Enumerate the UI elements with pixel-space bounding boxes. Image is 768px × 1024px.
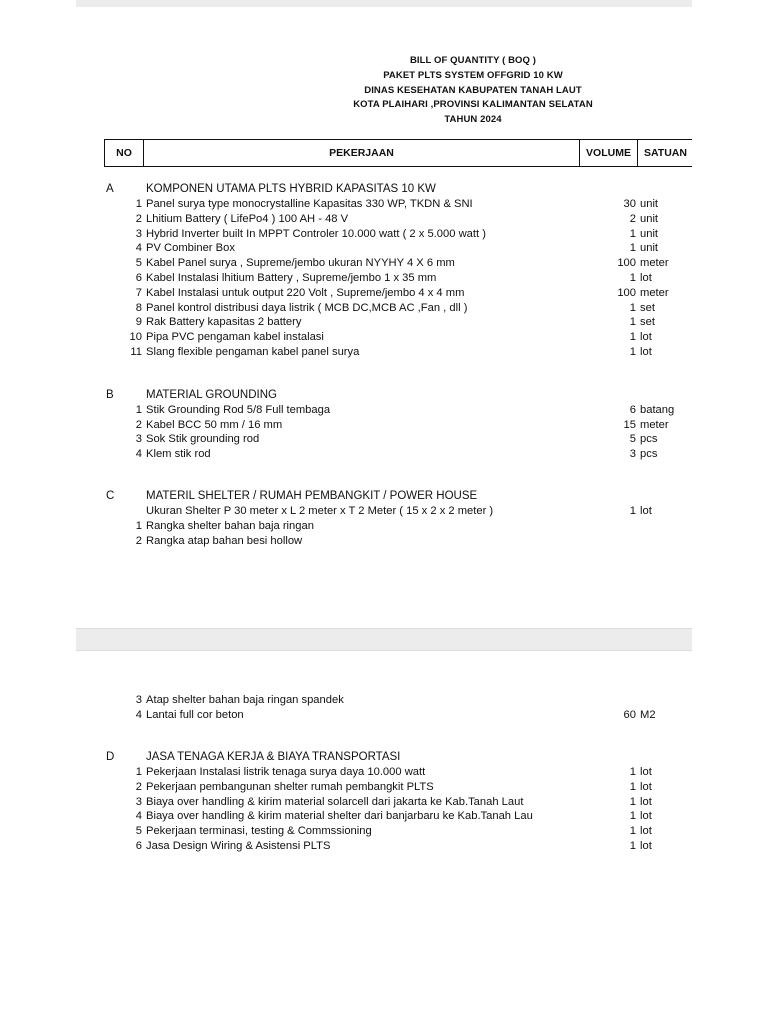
doc-subtitle: PAKET PLTS SYSTEM OFFGRID 10 KW	[383, 70, 563, 81]
item-description: Klem stik rod	[146, 447, 211, 460]
item-description: Pekerjaan terminasi, testing & Commssioning	[146, 825, 372, 838]
table-row	[0, 796, 768, 810]
item-description: Pekerjaan pembangunan shelter rumah pembangkit PLTS	[146, 780, 434, 793]
col-no: NO	[105, 140, 144, 166]
item-description: Lhitium Battery ( LifePo4 ) 100 AH - 48 V	[146, 212, 349, 225]
table-row	[0, 213, 768, 227]
item-no: 4	[135, 447, 142, 460]
table-row	[0, 810, 768, 824]
item-volume: 1	[629, 505, 636, 517]
item-unit: lot	[640, 505, 652, 517]
item-description: Kabel BCC 50 mm / 16 mm	[146, 418, 283, 431]
item-no: 1	[135, 404, 142, 416]
table-row	[0, 781, 768, 795]
item-description: Hybrid Inverter built In MPPT Controler 10.000 watt ( 2 x 5.000 watt )	[146, 227, 486, 240]
item-description: Atap shelter bahan baja ringan spandek	[146, 694, 344, 706]
item-description: Jasa Design Wiring & Asistensi PLTS	[146, 840, 331, 852]
page-break	[76, 628, 692, 651]
item-no: 1	[135, 519, 142, 532]
item-description: Rangka atap bahan besi hollow	[146, 534, 303, 547]
item-unit: pcs	[640, 447, 658, 460]
doc-location: KOTA PLAIHARI ,PROVINSI KALIMANTAN SELATAN	[353, 99, 593, 110]
item-unit: lot	[640, 331, 652, 344]
table-row	[0, 840, 768, 854]
item-volume: 1	[629, 331, 636, 344]
item-volume: 1	[629, 301, 636, 314]
item-volume: 1	[629, 766, 636, 778]
section-title: MATERIAL GROUNDING	[146, 389, 277, 401]
item-unit: unit	[640, 198, 659, 210]
item-description: Pekerjaan Instalasi listrik tenaga surya daya 10.000 watt	[146, 766, 426, 778]
item-no: 5	[135, 257, 142, 270]
item-no: 10	[129, 331, 142, 344]
item-unit: lot	[640, 825, 652, 838]
item-description: Biaya over handling & kirim material shelter dari banjarbaru ke Kab.Tanah Lau	[146, 810, 533, 823]
doc-year: TAHUN 2024	[444, 114, 502, 125]
item-volume: 100	[617, 257, 636, 270]
item-unit: lot	[640, 840, 652, 852]
doc-agency: DINAS KESEHATAN KABUPATEN TANAH LAUT	[364, 85, 582, 96]
item-description: Biaya over handling & kirim material solarcell dari jakarta ke Kab.Tanah Laut	[146, 795, 524, 808]
table-row	[0, 242, 768, 256]
item-no: 11	[130, 346, 142, 358]
item-description: Pipa PVC pengaman kabel instalasi	[146, 331, 324, 344]
item-volume: 2	[629, 212, 636, 225]
section-code: B	[106, 389, 114, 401]
doc-title: BILL OF QUANTITY ( BOQ )	[409, 55, 537, 66]
table-row	[0, 272, 768, 286]
table-row	[0, 766, 768, 780]
item-unit: pcs	[640, 433, 658, 445]
item-unit: unit	[640, 227, 659, 240]
item-no: 3	[135, 227, 142, 240]
item-description: Kabel Panel surya , Supreme/jembo ukuran NYYHY 4 X 6 mm	[146, 257, 455, 270]
boq-table-header	[104, 139, 692, 167]
item-description: Sok Stik grounding rod	[146, 433, 260, 445]
section-title: JASA TENAGA KERJA & BIAYA TRANSPORTASI	[146, 751, 401, 763]
item-no: 3	[135, 795, 142, 808]
item-volume: 100	[617, 286, 636, 299]
item-volume: 1	[629, 810, 636, 823]
table-row	[0, 302, 768, 316]
item-description: Stik Grounding Rod 5/8 Full tembaga	[146, 404, 331, 416]
item-no: 2	[135, 534, 142, 547]
item-no: 4	[135, 708, 142, 721]
item-no: 2	[135, 212, 142, 225]
table-row	[0, 535, 768, 549]
item-unit: M2	[640, 708, 656, 721]
item-no: 3	[135, 433, 142, 445]
item-unit: lot	[640, 810, 652, 823]
col-pekerjaan: PEKERJAAN	[144, 140, 580, 166]
item-no: 2	[135, 418, 142, 431]
table-row	[0, 694, 768, 708]
item-description: Lantai full cor beton	[146, 708, 244, 721]
item-unit: lot	[640, 346, 652, 358]
item-unit: unit	[640, 242, 659, 255]
item-unit: batang	[640, 404, 675, 416]
item-volume: 1	[629, 780, 636, 793]
col-volume: VOLUME	[580, 140, 638, 166]
item-unit: lot	[640, 780, 652, 793]
table-row	[0, 448, 768, 462]
item-no: 3	[135, 694, 142, 706]
item-unit: set	[640, 301, 655, 314]
table-row	[0, 287, 768, 301]
item-no: 8	[135, 301, 142, 314]
item-description: Rak Battery kapasitas 2 battery	[146, 316, 302, 329]
item-description: Slang flexible pengaman kabel panel surya	[146, 346, 360, 358]
item-volume: 6	[629, 404, 636, 416]
item-unit: unit	[640, 212, 659, 225]
table-row	[0, 404, 768, 418]
section-title: KOMPONEN UTAMA PLTS HYBRID KAPASITAS 10 KW	[146, 183, 436, 195]
table-row	[0, 198, 768, 212]
item-description: Kabel Instalasi untuk output 220 Volt , Supreme/jembo 4 x 4 mm	[146, 286, 465, 299]
item-volume: 15	[623, 418, 636, 431]
item-volume: 1	[629, 825, 636, 838]
item-no: 2	[135, 780, 142, 793]
table-row	[0, 316, 768, 330]
section-title: MATERIL SHELTER / RUMAH PEMBANGKIT / POWER HOUSE	[146, 490, 478, 502]
item-volume: 1	[629, 227, 636, 240]
page-top-edge	[76, 0, 692, 7]
section-code: A	[106, 183, 114, 195]
table-row	[0, 520, 768, 534]
item-volume: 1	[629, 840, 636, 852]
item-description: Panel kontrol distribusi daya listrik ( MCB DC,MCB AC ,Fan , dll )	[146, 301, 468, 314]
table-row	[0, 331, 768, 345]
item-no: 6	[135, 840, 142, 852]
table-row	[0, 825, 768, 839]
item-description: Ukuran Shelter P 30 meter x L 2 meter x T 2 Meter ( 15 x 2 x 2 meter )	[146, 505, 494, 517]
item-no: 4	[135, 242, 142, 255]
item-volume: 3	[629, 447, 636, 460]
item-unit: meter	[640, 257, 669, 270]
item-no: 1	[135, 766, 142, 778]
item-no: 6	[135, 272, 142, 284]
table-row	[0, 433, 768, 447]
item-description: Kabel Instalasi lhitium Battery , Supreme/jembo 1 x 35 mm	[146, 272, 437, 284]
item-volume: 1	[629, 346, 636, 358]
table-row	[0, 505, 768, 519]
item-volume: 1	[629, 316, 636, 329]
item-description: Rangka shelter bahan baja ringan	[146, 519, 314, 532]
item-unit: meter	[640, 418, 669, 431]
item-volume: 60	[623, 708, 636, 721]
item-unit: lot	[640, 795, 652, 808]
section-code: C	[106, 490, 115, 502]
item-unit: meter	[640, 286, 669, 299]
item-unit: lot	[640, 272, 652, 284]
table-row	[0, 228, 768, 242]
item-no: 1	[135, 198, 142, 210]
item-description: Panel surya type monocrystalline Kapasitas 330 WP, TKDN & SNI	[146, 198, 473, 210]
item-volume: 30	[623, 198, 636, 210]
item-description: PV Combiner Box	[146, 242, 235, 255]
item-unit: set	[640, 316, 655, 329]
item-volume: 1	[629, 795, 636, 808]
item-volume: 5	[629, 433, 636, 445]
section-code: D	[106, 751, 115, 763]
item-no: 4	[135, 810, 142, 823]
item-no: 5	[135, 825, 142, 838]
item-volume: 1	[629, 272, 636, 284]
col-satuan: SATUAN	[644, 147, 687, 159]
item-unit: lot	[640, 766, 652, 778]
table-row	[0, 257, 768, 271]
item-no: 7	[135, 286, 142, 299]
table-row	[0, 346, 768, 360]
item-no: 9	[135, 316, 142, 329]
item-volume: 1	[629, 242, 636, 255]
table-row	[0, 709, 768, 723]
table-row	[0, 419, 768, 433]
